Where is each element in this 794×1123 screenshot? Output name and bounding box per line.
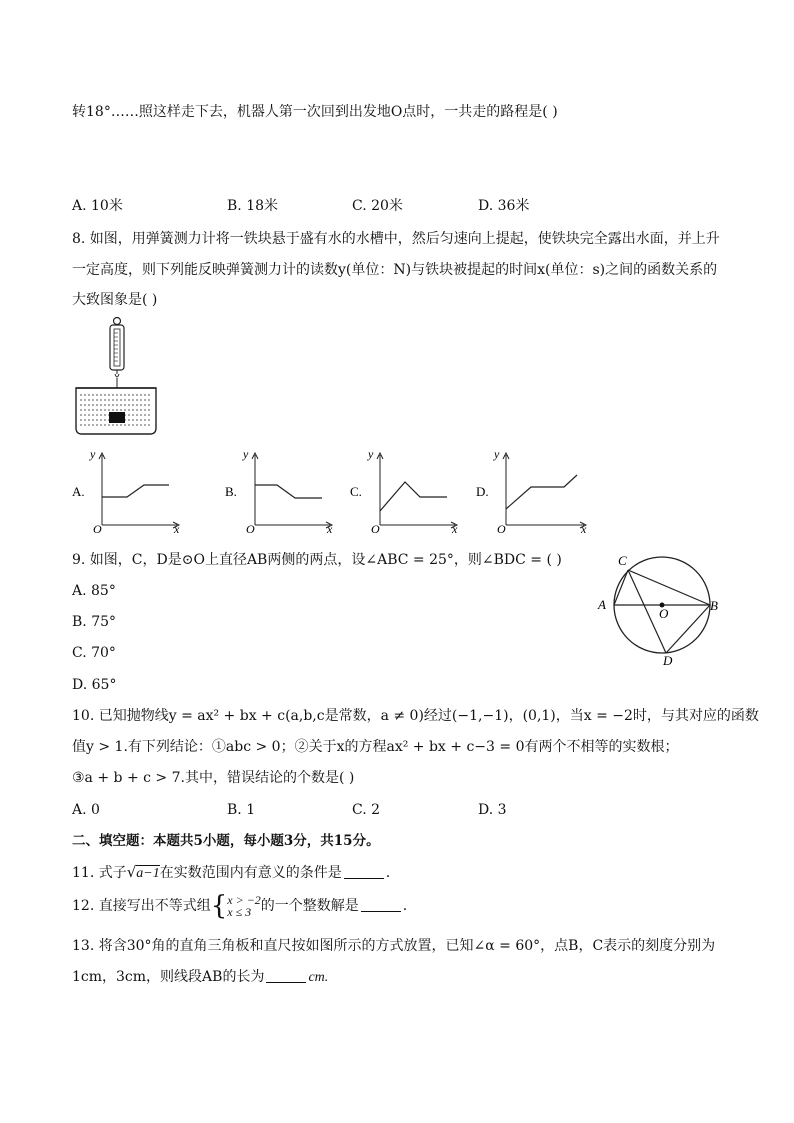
q12-answer-blank[interactable] (361, 897, 401, 912)
origin-label: O (371, 522, 380, 536)
q8-graph-d[interactable] (476, 447, 591, 537)
q13-line-1: 13. 将含30°角的直角三角板和直尺按如图所示的方式放置，已知∠α = 60°，点B，C表示的刻度分别为 (72, 938, 716, 954)
q12-row-2: x ≤ 3 (227, 905, 252, 919)
axis-x-label: x (327, 522, 333, 536)
section-2-title: 二、填空题：本题共5小题，每小题3分，共15分。 (72, 833, 380, 849)
q9-option-c[interactable]: C. 70° (72, 645, 116, 661)
inequality-system (210, 891, 261, 921)
sqrt-sign: √ (126, 863, 137, 881)
q8-graph-b[interactable] (225, 447, 335, 537)
axis-y-label: y (243, 447, 249, 461)
origin-label: O (497, 522, 506, 536)
q9-option-b[interactable]: B. 75° (72, 614, 117, 630)
q12-row-1: x > −2 (227, 893, 261, 907)
q11-suffix: 在实数范围内有意义的条件是 (159, 865, 342, 881)
q10-option-a[interactable]: A. 0 (72, 802, 100, 818)
axis-x-label: x (174, 522, 180, 536)
axis-y-label: y (90, 447, 96, 461)
q10-option-d[interactable]: D. 3 (478, 802, 507, 818)
axis-y-label: y (368, 447, 374, 461)
q9-option-d[interactable]: D. 65° (72, 677, 117, 693)
label-d: D (663, 653, 673, 668)
label-c: C (618, 553, 627, 568)
label-a: A (598, 597, 606, 612)
q9-stem: 9. 如图，C，D是⊙O上直径AB两侧的两点，设∠ABC = 25°，则∠BDC = ( ) (72, 552, 562, 568)
q9-circle-figure (594, 552, 724, 667)
q10-option-b[interactable]: B. 1 (227, 802, 256, 818)
q7-option-d[interactable]: D. 36米 (478, 198, 530, 214)
q12-end: . (402, 898, 408, 914)
q8-line-3: 大致图象是( ) (72, 292, 158, 308)
q12 (72, 892, 407, 920)
q10-line-1: 10. 已知抛物线y = ax² + bx + c(a,b,c是常数，a ≠ 0)经过(−1,−1)，(0,1)，当x = −2时，与其对应的函数 (72, 708, 759, 724)
q8-graph-c[interactable] (350, 447, 460, 537)
q10-option-c[interactable]: C. 2 (352, 802, 381, 818)
q11-prefix: 11. 式子 (72, 865, 127, 881)
q11-answer-blank[interactable] (344, 864, 384, 879)
q8-graph-b-label: B. (225, 484, 237, 499)
q7-stem-tail: 转18°……照这样走下去，机器人第一次回到出发地O点时，一共走的路程是( ) (72, 104, 558, 120)
q10-line-2: 值y > 1.有下列结论：①abc > 0；②关于x的方程ax² + bx + c−3 = 0有两个不相等的实数根； (72, 739, 679, 755)
q7-option-b[interactable]: B. 18米 (227, 198, 279, 214)
q12-suffix: 的一个整数解是 (260, 898, 359, 914)
q13-line-2-prefix: 1cm，3cm，则线段AB的长为 (72, 969, 265, 985)
q10-line-3: ③a + b + c > 7.其中，错误结论的个数是( ) (72, 770, 355, 786)
q8-line-1: 8. 如图，用弹簧测力计将一铁块悬于盛有水的水槽中，然后匀速向上提起，使铁块完全露出水面，并上升 (72, 231, 720, 247)
label-o: O (659, 606, 669, 621)
q8-line-2: 一定高度，则下列能反映弹簧测力计的读数y(单位：N)与铁块被提起的时间x(单位：s)之间的函数关系的 (72, 262, 718, 278)
q13-line-2-suffix: cm. (308, 970, 329, 985)
q8-graph-a-label: A. (72, 484, 85, 499)
q11-end: . (385, 865, 391, 881)
brace-icon: { (210, 891, 228, 921)
q8-graph-d-label: D. (476, 484, 489, 499)
axis-x-label: x (581, 522, 587, 536)
q7-option-a[interactable]: A. 10米 (72, 198, 123, 214)
axis-x-label: x (452, 522, 458, 536)
q9-option-a[interactable]: A. 85° (72, 583, 116, 599)
axis-y-label: y (494, 447, 500, 461)
q8-graph-c-label: C. (350, 484, 362, 499)
q13-line-2 (72, 967, 328, 988)
q8-graph-a[interactable] (72, 447, 182, 537)
q13-answer-blank[interactable] (266, 968, 306, 983)
q7-option-c[interactable]: C. 20米 (352, 198, 403, 214)
spring-scale-tank-figure (74, 316, 164, 436)
label-b: B (710, 598, 718, 613)
q12-prefix: 12. 直接写出不等式组 (72, 898, 211, 914)
origin-label: O (246, 522, 255, 536)
q11-radicand: a−1 (136, 866, 160, 881)
q11 (72, 862, 390, 884)
origin-label: O (93, 522, 102, 536)
